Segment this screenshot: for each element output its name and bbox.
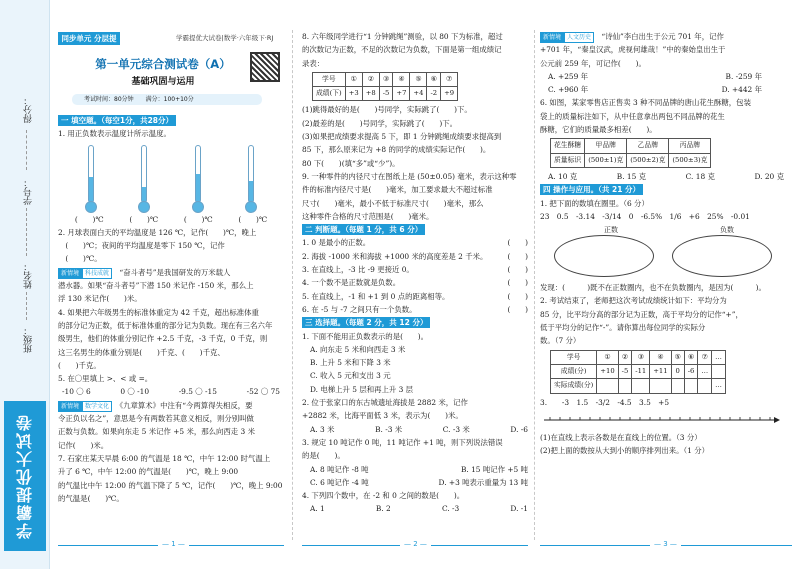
table-header-cell: ⑤ (410, 72, 427, 86)
operation-3-sub: (1)在直线上表示各数是在直线上的位置。（3 分） (540, 432, 702, 442)
positive-label: 正数 (604, 226, 618, 235)
student-id-label: 学号： (24, 178, 34, 205)
thermometer-icon (191, 145, 205, 213)
question-8-sub: (2)最差的是( )号同学，实际跳了( )下。 (302, 118, 458, 128)
operation-2-line: 低于平均分的记作“-”。请你算出每位同学的实际分 (540, 323, 706, 333)
table-header-cell: ⑤ (671, 350, 684, 364)
table-cell: +11 (650, 364, 671, 378)
page-number: — 1 — (158, 540, 189, 548)
answer-blank[interactable]: ( )℃ (238, 214, 268, 224)
judge-item (302, 276, 528, 289)
choice-3-line: 的是( )。 (302, 451, 345, 461)
judge-item (302, 263, 528, 276)
section-operation: 四 操作与应用。（共 21 分） (540, 184, 643, 195)
thermometer-bulb (85, 201, 97, 213)
question-7-line: 的气温是( )℃。 (58, 493, 124, 503)
judge-item (302, 303, 528, 316)
score-label: 得分： (24, 96, 34, 123)
page-number: — 3 — (650, 540, 681, 548)
question-6-line: 记作( )米。 (58, 440, 109, 450)
qr-code-icon (250, 52, 280, 82)
answer-cell[interactable] (632, 379, 650, 393)
table-cell: (500±1)克 (585, 153, 627, 167)
choice-option[interactable]: B. 上升 5 米和下降 3 米 (310, 358, 391, 368)
answer-cell[interactable] (597, 379, 618, 393)
choice-1: 1. 下面不能用正负数表示的是( )。 (302, 331, 429, 341)
table-header-cell: ④ (393, 72, 410, 86)
arrow-right-icon (774, 417, 780, 423)
choice-options-row (302, 476, 528, 489)
operation-2-line: 2. 考试结束了，老师把这次考试成绩统计如下：平均分为 (540, 296, 727, 306)
table-header-cell: 甲品牌 (585, 139, 627, 153)
question-2-line: ( )℃；夜间的平均温度是零下 150 ℃，记作 (58, 241, 225, 251)
number-line[interactable] (540, 409, 792, 431)
choice-option[interactable]: B. 2 (375, 504, 391, 514)
table-header-cell: ⑥ (427, 72, 441, 86)
question-6-line: 令正负以名之”，意思是今有两数若其意义相反，则分别叫做 (58, 414, 254, 424)
choice-option[interactable]: D. -1 (510, 504, 528, 514)
table-cell: (500±2)克 (627, 153, 669, 167)
question-6-line: 袋上的质量标注如下，从中任意拿出两包不同品牌的花生 (540, 111, 725, 121)
title-box (58, 52, 284, 112)
compare-item[interactable]: -9.5 〇 -15 (178, 387, 217, 397)
answer-blank[interactable]: ( )℃ (74, 214, 104, 224)
table-cell: -5 (618, 364, 632, 378)
choice-option[interactable]: D. +3 吨表示重量为 13 吨 (438, 477, 528, 487)
choice-option[interactable]: A. +259 年 (548, 71, 589, 81)
table-cell (712, 364, 726, 378)
table-header-cell: ① (597, 350, 618, 364)
operation-2-line: 数。（7 分） (540, 336, 581, 346)
operation-1: 1. 把下面的数填在圈里。（6 分） (540, 198, 649, 208)
question-4-line: ( )千克。 (58, 360, 101, 370)
table-cell: 质量标识 (551, 153, 585, 167)
question-5-line: 公元前 259 年，可记作( )。 (540, 58, 646, 68)
choice-option[interactable]: C. 6 吨记作 -4 吨 (310, 477, 369, 487)
column-divider (534, 30, 535, 540)
choice-option[interactable]: C. -3 (441, 504, 460, 514)
new-context-badge: 新情境 (58, 401, 82, 412)
column-divider (292, 30, 293, 540)
question-6-line: 酥糖，它们的质量最多相差( )。 (540, 125, 657, 135)
negative-oval[interactable] (672, 235, 772, 277)
question-1: 1. 用正负数表示温度计所示温度。 (58, 129, 171, 139)
id-divider (26, 208, 27, 256)
candy-table (550, 138, 711, 168)
question-7-line: 升了 6 ℃，中午 12:00 的气温是( )℃，晚上 9:00 (58, 467, 239, 477)
table-header-cell: ③ (632, 350, 650, 364)
page-title: 第一单元综合测试卷（A） (95, 57, 231, 71)
number-line-svg (540, 409, 780, 431)
question-5-line: +701 年，“秦皇汉武，虎视何雄哉！”中的秦始皇出生于 (540, 45, 726, 55)
choice-options-row (302, 463, 528, 476)
choice-option[interactable]: D. -6 (510, 424, 528, 434)
table-cell: +9 (441, 87, 458, 101)
question-3-line: 潜水器。如果“奋斗者号”下潜 150 米记作 -150 米，那么上 (58, 281, 254, 291)
question-8-sub: (1)跳得最好的是( )号同学，实际跳了( )下。 (302, 105, 472, 115)
compare-item[interactable]: 0 〇 -10 (120, 387, 150, 397)
question-5-line: “诗仙”李白出生于公元 701 年，记作 (594, 32, 724, 41)
choice-option[interactable]: C. 收入 5 元和支出 3 元 (310, 371, 391, 381)
class-label: 班级： (24, 326, 34, 353)
answer-blank[interactable]: ( )℃ (129, 214, 159, 224)
choice-option[interactable]: B. -3 米 (375, 424, 403, 434)
choice-option[interactable]: A. 3 米 (310, 424, 335, 434)
thermometer-mercury (196, 174, 200, 205)
positive-oval[interactable] (554, 235, 654, 277)
classification-ovals (540, 223, 792, 281)
table-header-cell: ③ (379, 72, 393, 86)
choice-2-line: 2. 位于张家口的东古城遗址海拔是 2882 米，记作 (302, 398, 468, 408)
table-cell: 成绩(下) (313, 87, 346, 101)
score-divider (26, 130, 27, 170)
question-9-line: 9. 一种零件的内径尺寸在图纸上是 (50±0.05) 毫米，表示这种零 (302, 171, 517, 181)
choice-options-row (302, 423, 528, 436)
choice-options-row (302, 502, 528, 515)
judge-blank[interactable]: ( ) (507, 251, 528, 261)
choice-3-line: 3. 规定 10 吨记作 0 吨，11 吨记作 +1 吨，则下列说法错误 (302, 437, 503, 447)
compare-item[interactable]: -52 〇 75 (246, 387, 280, 397)
judge-blank[interactable]: ( ) (507, 304, 528, 314)
question-8-line: 的次数记为正数，不足的次数记为负数，下面是第一组成绩记 (302, 45, 502, 55)
question-7-line: 7. 石家庄某天早晨 6:00 的气温是 18 ℃，中午 12:00 时气温上 (58, 453, 271, 463)
judge-blank[interactable]: ( ) (507, 291, 528, 301)
table-header-cell: ④ (650, 350, 671, 364)
table-header-cell: ① (345, 72, 362, 86)
thermometer-answer-row (58, 213, 284, 226)
name-divider (26, 292, 27, 320)
question-3-line: 浮 130 米记作( )米。 (58, 294, 142, 304)
table-cell: +7 (393, 87, 410, 101)
table-header-cell: 丙品牌 (669, 139, 711, 153)
table-cell: … (712, 379, 726, 393)
table-header-cell: 花生酥糖 (551, 139, 585, 153)
question-8-sub: 80 下( )(填“多”或“少”)。 (302, 158, 400, 168)
brand-logo: 学霸提优大试卷 (4, 401, 46, 551)
table-cell: 成绩(分) (551, 364, 597, 378)
topic-badge: 数学文化 (82, 401, 112, 412)
answer-cell[interactable] (698, 379, 712, 393)
choice-option[interactable]: C. +960 年 (548, 85, 589, 95)
choice-option[interactable]: C. 18 克 (685, 171, 715, 181)
page-subtitle: 基础巩固与运用 (131, 77, 195, 87)
judge-item (302, 236, 528, 249)
table-cell: … (698, 364, 712, 378)
judge-text: 1. 0 是最小的正数。 (302, 238, 371, 248)
table-header-cell: 乙品牌 (627, 139, 669, 153)
choice-option[interactable]: D. 20 克 (754, 171, 784, 181)
table-header-cell: ② (362, 72, 379, 86)
column-3 (540, 30, 792, 457)
operation-3-label: 3. (540, 397, 548, 407)
question-3-line: “奋斗者号”是我国研发的万米载人 (112, 267, 231, 277)
choice-option[interactable]: B. 15 吨记作 +5 吨 (460, 464, 528, 474)
choice-option[interactable]: C. -3 米 (442, 424, 470, 434)
score-table (550, 350, 726, 394)
new-context-badge: 新情境 (540, 32, 564, 43)
new-context-badge: 新情境 (58, 268, 82, 279)
table-cell: +8 (362, 87, 379, 101)
judge-blank[interactable]: ( ) (507, 278, 528, 288)
judge-text: 6. 在 -5 与 -7 之间只有一个负数。 (302, 304, 417, 314)
choice-option[interactable]: A. 10 克 (548, 171, 578, 181)
judge-text: 5. 在直线上，-1 和 +1 到 0 点的距离相等。 (302, 291, 450, 301)
question-8-line: 录表： (302, 58, 325, 68)
question-4-line: 4. 如果把六年级男生的标准体重定为 42 千克，超出标准体重 (58, 307, 259, 317)
choice-option[interactable]: A. 8 吨记作 -8 吨 (310, 464, 369, 474)
table-header-cell: ② (618, 350, 632, 364)
question-6-line: 6. 如图，某家零售店正售卖 3 种不同品牌的唐山花生酥糖，包装 (540, 98, 751, 108)
judge-text: 3. 在直线上，-3 比 -9 更接近 0。 (302, 265, 414, 275)
operation-3-numbers: -3 1.5 -3/2 -4.5 3.5 +5 (561, 397, 670, 407)
column-1 (58, 114, 284, 505)
table-cell: -11 (632, 364, 650, 378)
table-cell: 实际成绩(分) (551, 379, 597, 393)
choice-options-row (540, 170, 792, 183)
thermometer-icon (244, 145, 258, 213)
section-fill-blank: 一 填空题。（每空1分，共28分） (58, 115, 176, 126)
answer-cell[interactable] (671, 379, 684, 393)
series-title: 学霸提优大试卷|数学·六年级下·RJ (176, 34, 274, 42)
compare-row (58, 385, 284, 398)
compare-item[interactable]: -10 〇 6 (62, 387, 91, 397)
question-8-line: 8. 六年级同学进行“1 分钟跳绳”测验，以 80 下为标准，超过 (302, 32, 503, 41)
table-cell: -5 (379, 87, 393, 101)
table-header-cell: 学号 (551, 350, 597, 364)
choice-option[interactable]: D. +442 年 (721, 85, 762, 95)
choice-option[interactable]: B. -259 年 (725, 71, 762, 81)
question-2-line: ( )℃。 (58, 254, 102, 264)
thermometer-row (58, 141, 284, 213)
finding-question: 发现：( )既不在正数圈内，也不在负数圈内，是因为( )。 (540, 283, 766, 293)
jump-rope-table (312, 72, 458, 102)
thermometer-bulb (138, 201, 150, 213)
question-8-sub: 85 下，那么原来记为 +8 的同学的成绩实际记作( )。 (302, 145, 491, 155)
thermometer-icon (84, 145, 98, 213)
table-cell: (500±3)克 (669, 153, 711, 167)
question-2-line: 2. 月球表面白天的平均温度是 126 ℃，记作( )℃，晚上 (58, 227, 257, 237)
answer-cell[interactable] (650, 379, 671, 393)
topic-badge: 科技成就 (82, 268, 112, 279)
choice-option[interactable]: A. 1 (310, 504, 325, 514)
table-header-cell: … (712, 350, 726, 364)
question-7-line: 的气温比中午 12:00 的气温下降了 5 ℃，记作( )℃，晚上 9:00 (58, 480, 283, 490)
negative-label: 负数 (720, 226, 734, 235)
table-cell: -6 (684, 364, 698, 378)
question-4-line: 级男生，他们的体重分别记作 +2.5 千克，-3 千克，0 千克，则 (58, 334, 268, 344)
choice-4: 4. 下列四个数中，在 -2 和 0 之间的数是( )。 (302, 491, 465, 501)
operation-2-line: 85 分，比平均分高的部分记为正数，高于平均分的记作“+”， (540, 309, 743, 319)
choice-option[interactable]: D. 电梯上升 5 层和再上升 3 层 (310, 384, 414, 394)
question-8-sub: (3)如果把成绩要求提高 5 下，即 1 分钟跳绳成绩要求提高到 (302, 132, 502, 142)
table-header-cell: ⑥ (684, 350, 698, 364)
question-6-line: 《九章算术》中注有“今两算得失相反，要 (112, 400, 253, 410)
judge-blank[interactable]: ( ) (507, 265, 528, 275)
choice-option[interactable]: B. 15 克 (616, 171, 647, 181)
judge-item (302, 290, 528, 303)
choice-2-line: +2882 米，比海平面低 3 米，表示为( )米。 (302, 411, 463, 421)
series-tag: 同步单元 分层提优 (58, 32, 120, 45)
sidebar (0, 0, 50, 569)
number-list: 23 0.5 -3.14 -3/14 0 -6.5% 1/6 +6 25% -0.01 (540, 211, 750, 221)
judge-item (302, 250, 528, 263)
table-header-cell: ⑦ (698, 350, 712, 364)
table-header-cell: ⑦ (441, 72, 458, 86)
question-9-line: 尺寸( )毫米，最小不低于标准尺寸( )毫米，那么 (302, 198, 484, 208)
answer-blank[interactable]: ( )℃ (183, 214, 213, 224)
table-cell: -2 (427, 87, 441, 101)
judge-text: 4. 一个数不是正数就是负数。 (302, 278, 401, 288)
exam-meta: 考试时间：80分钟 满分：100+10分 (72, 94, 262, 105)
section-true-false: 二 判断题。（每题 1 分，共 6 分） (302, 224, 425, 235)
thermometer-bulb (192, 201, 204, 213)
question-4-line: 这三名男生的体重分别是( )千克、( )千克、 (58, 347, 225, 357)
judge-blank[interactable]: ( ) (507, 238, 528, 248)
table-cell: +10 (597, 364, 618, 378)
question-9-line: 件的标准内径尺寸是( )毫米，加工要求最大不超过标准 (302, 185, 493, 195)
choice-options-row (540, 83, 792, 96)
question-5: 5. 在〇里填上 >、< 或 =。 (58, 374, 153, 384)
thermometer-bulb (245, 201, 257, 213)
choice-options-row (540, 70, 792, 83)
table-cell: +3 (345, 87, 362, 101)
page-number: — 2 — (400, 540, 431, 548)
question-9-line: 这种零件合格的尺寸范围是( )毫米。 (302, 211, 434, 221)
topic-badge: 人文历史 (564, 32, 594, 43)
column-2 (302, 30, 528, 516)
table-header-cell: 学号 (313, 72, 346, 86)
question-4-line: 的部分记为正数，低于标准体重的部分记为负数。现在有三名六年 (58, 320, 273, 330)
table-cell: 0 (671, 364, 684, 378)
name-label: 姓名： (24, 262, 34, 289)
section-multiple-choice: 三 选择题。（每题 2 分，共 12 分） (302, 317, 430, 328)
answer-cell[interactable] (618, 379, 632, 393)
answer-cell[interactable] (684, 379, 698, 393)
judge-text: 2. 海拔 -1000 米和海拔 +1000 米的高度差是 2 千米。 (302, 251, 488, 261)
thermometer-icon (137, 145, 151, 213)
table-cell: +4 (410, 87, 427, 101)
operation-3-sub: (2)把上面的数按从大到小的顺序排列出来。（1 分） (540, 446, 710, 456)
question-6-line: 正数与负数。如果向东走 5 米记作 +5 米，那么向西走 3 米 (58, 427, 255, 437)
choice-option[interactable]: A. 向东走 5 米和向西走 3 米 (310, 344, 406, 354)
